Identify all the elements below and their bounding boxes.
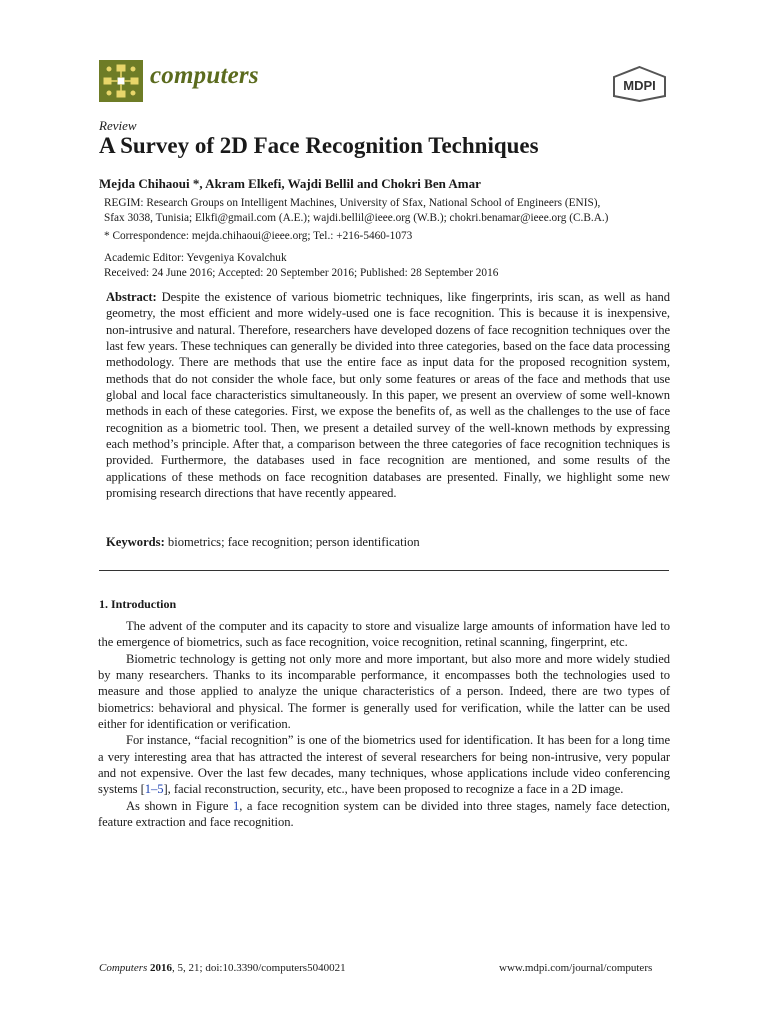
introduction-body [98, 618, 670, 830]
correspondence: * Correspondence: mejda.chihaoui@ieee.org; Tel.: +216-5460-1073 [104, 230, 413, 242]
footer-citation [99, 962, 346, 974]
footer-url[interactable]: www.mdpi.com/journal/computers [499, 962, 653, 974]
keywords [106, 535, 420, 550]
section-heading-introduction: 1. Introduction [99, 597, 177, 611]
article-type: Review [99, 118, 137, 133]
paper-title: A Survey of 2D Face Recognition Techniques [99, 133, 539, 158]
academic-editor: Academic Editor: Yevgeniya Kovalchuk [104, 252, 287, 264]
abstract-text: Despite the existence of various biometric techniques, like fingerprints, iris scan, as well as hand geometry, the most efficient and more widely-used one is face recognition. This is because it is inexpensive, non-intrusive and natural. Therefore, researchers have developed dozens of face recognition techniques over the last few years. These techniques can generally be divided into three categories, based on the face data processing methodology. There are methods that use the entire face as input data for the proposed recognition system, methods that do not consider the whole face, but only some features or areas of the face and methods that use global and local face characteristics simultaneously. In this paper, we present an overview of some well-known methods in each of these categories. First, we expose the benefits of, as well as the challenges to the use of face recognition as a biometric tool. Then, we present a detailed survey of the well-known methods by expressing each method’s principle. After that, a comparison between the three categories of face recognition techniques is provided. Furthermore, the databases used in face recognition are mentioned, and some results of the applications of these methods on face recognition databases are presented. Finally, we highlight some new promising research directions that have recently appeared. [106, 290, 670, 501]
figure-reference-link[interactable]: 1 [233, 798, 240, 813]
paragraph-text: For instance, “facial recognition” is one of the biometrics used for identification. It has been for a long time a very interesting area that has attracted the interest of several researchers for being non-intrusive, very popular and not expensive. Over the last few decades, many techniques, whose applications include video conferencing systems [ [98, 733, 670, 797]
section-divider [99, 570, 669, 571]
paragraph-text: ], facial reconstruction, security, etc., have been proposed to recognize a face in a 2D image. [163, 782, 624, 797]
paragraph [98, 732, 670, 797]
abstract-label: Abstract: [106, 290, 157, 304]
keywords-label: Keywords: [106, 535, 165, 549]
keywords-text: biometrics; face recognition; person identification [167, 535, 420, 549]
footer-journal: Computers [99, 962, 148, 974]
affiliation [104, 196, 608, 225]
paragraph: Biometric technology is getting not only more and more important, but also more and more widely studied by many researchers. Thanks to its incomparable performance, it encompasses both the technologies used to measure and those applied to analyze the unique characteristics of a person. Indeed, there are two types of biometrics: behavioral and physical. The former is generally used for verification, while the latter can be used either for identification or verification. [98, 651, 670, 732]
publication-dates: Received: 24 June 2016; Accepted: 20 September 2016; Published: 28 September 2016 [104, 267, 499, 279]
paragraph [98, 798, 670, 831]
paragraph: The advent of the computer and its capacity to store and visualize large amounts of information have led to the emergence of biometrics, such as face recognition, voice recognition, retinal scanning, fingerprint, etc. [98, 619, 670, 650]
footer-year: 2016 [150, 962, 173, 974]
affiliation-line-2: Sfax 3038, Tunisia; Elkfi@gmail.com (A.E.); wajdi.bellil@ieee.org (W.B.); chokri.benamar@ieee.org (C.B.A.) [104, 211, 609, 224]
journal-logo-icon [99, 60, 143, 102]
journal-name: computers [150, 62, 259, 89]
citation-link[interactable]: 1–5 [144, 782, 164, 797]
author-list: Mejda Chihaoui *, Akram Elkefi, Wajdi Bellil and Chokri Ben Amar [99, 176, 481, 191]
affiliation-line-1: REGIM: Research Groups on Intelligent Machines, University of Sfax, National School of Engineers (ENIS), [104, 197, 601, 209]
paragraph-text: , a face recognition system can be divided into three stages, namely face detection, feature extraction and face recognition. [98, 798, 670, 830]
footer-doi: , 5, 21; doi:10.3390/computers5040021 [172, 962, 346, 974]
abstract [106, 289, 670, 501]
paragraph-text: As shown in Figure [126, 798, 233, 813]
publisher-name: MDPI [623, 78, 656, 93]
mdpi-logo-icon [611, 66, 668, 102]
